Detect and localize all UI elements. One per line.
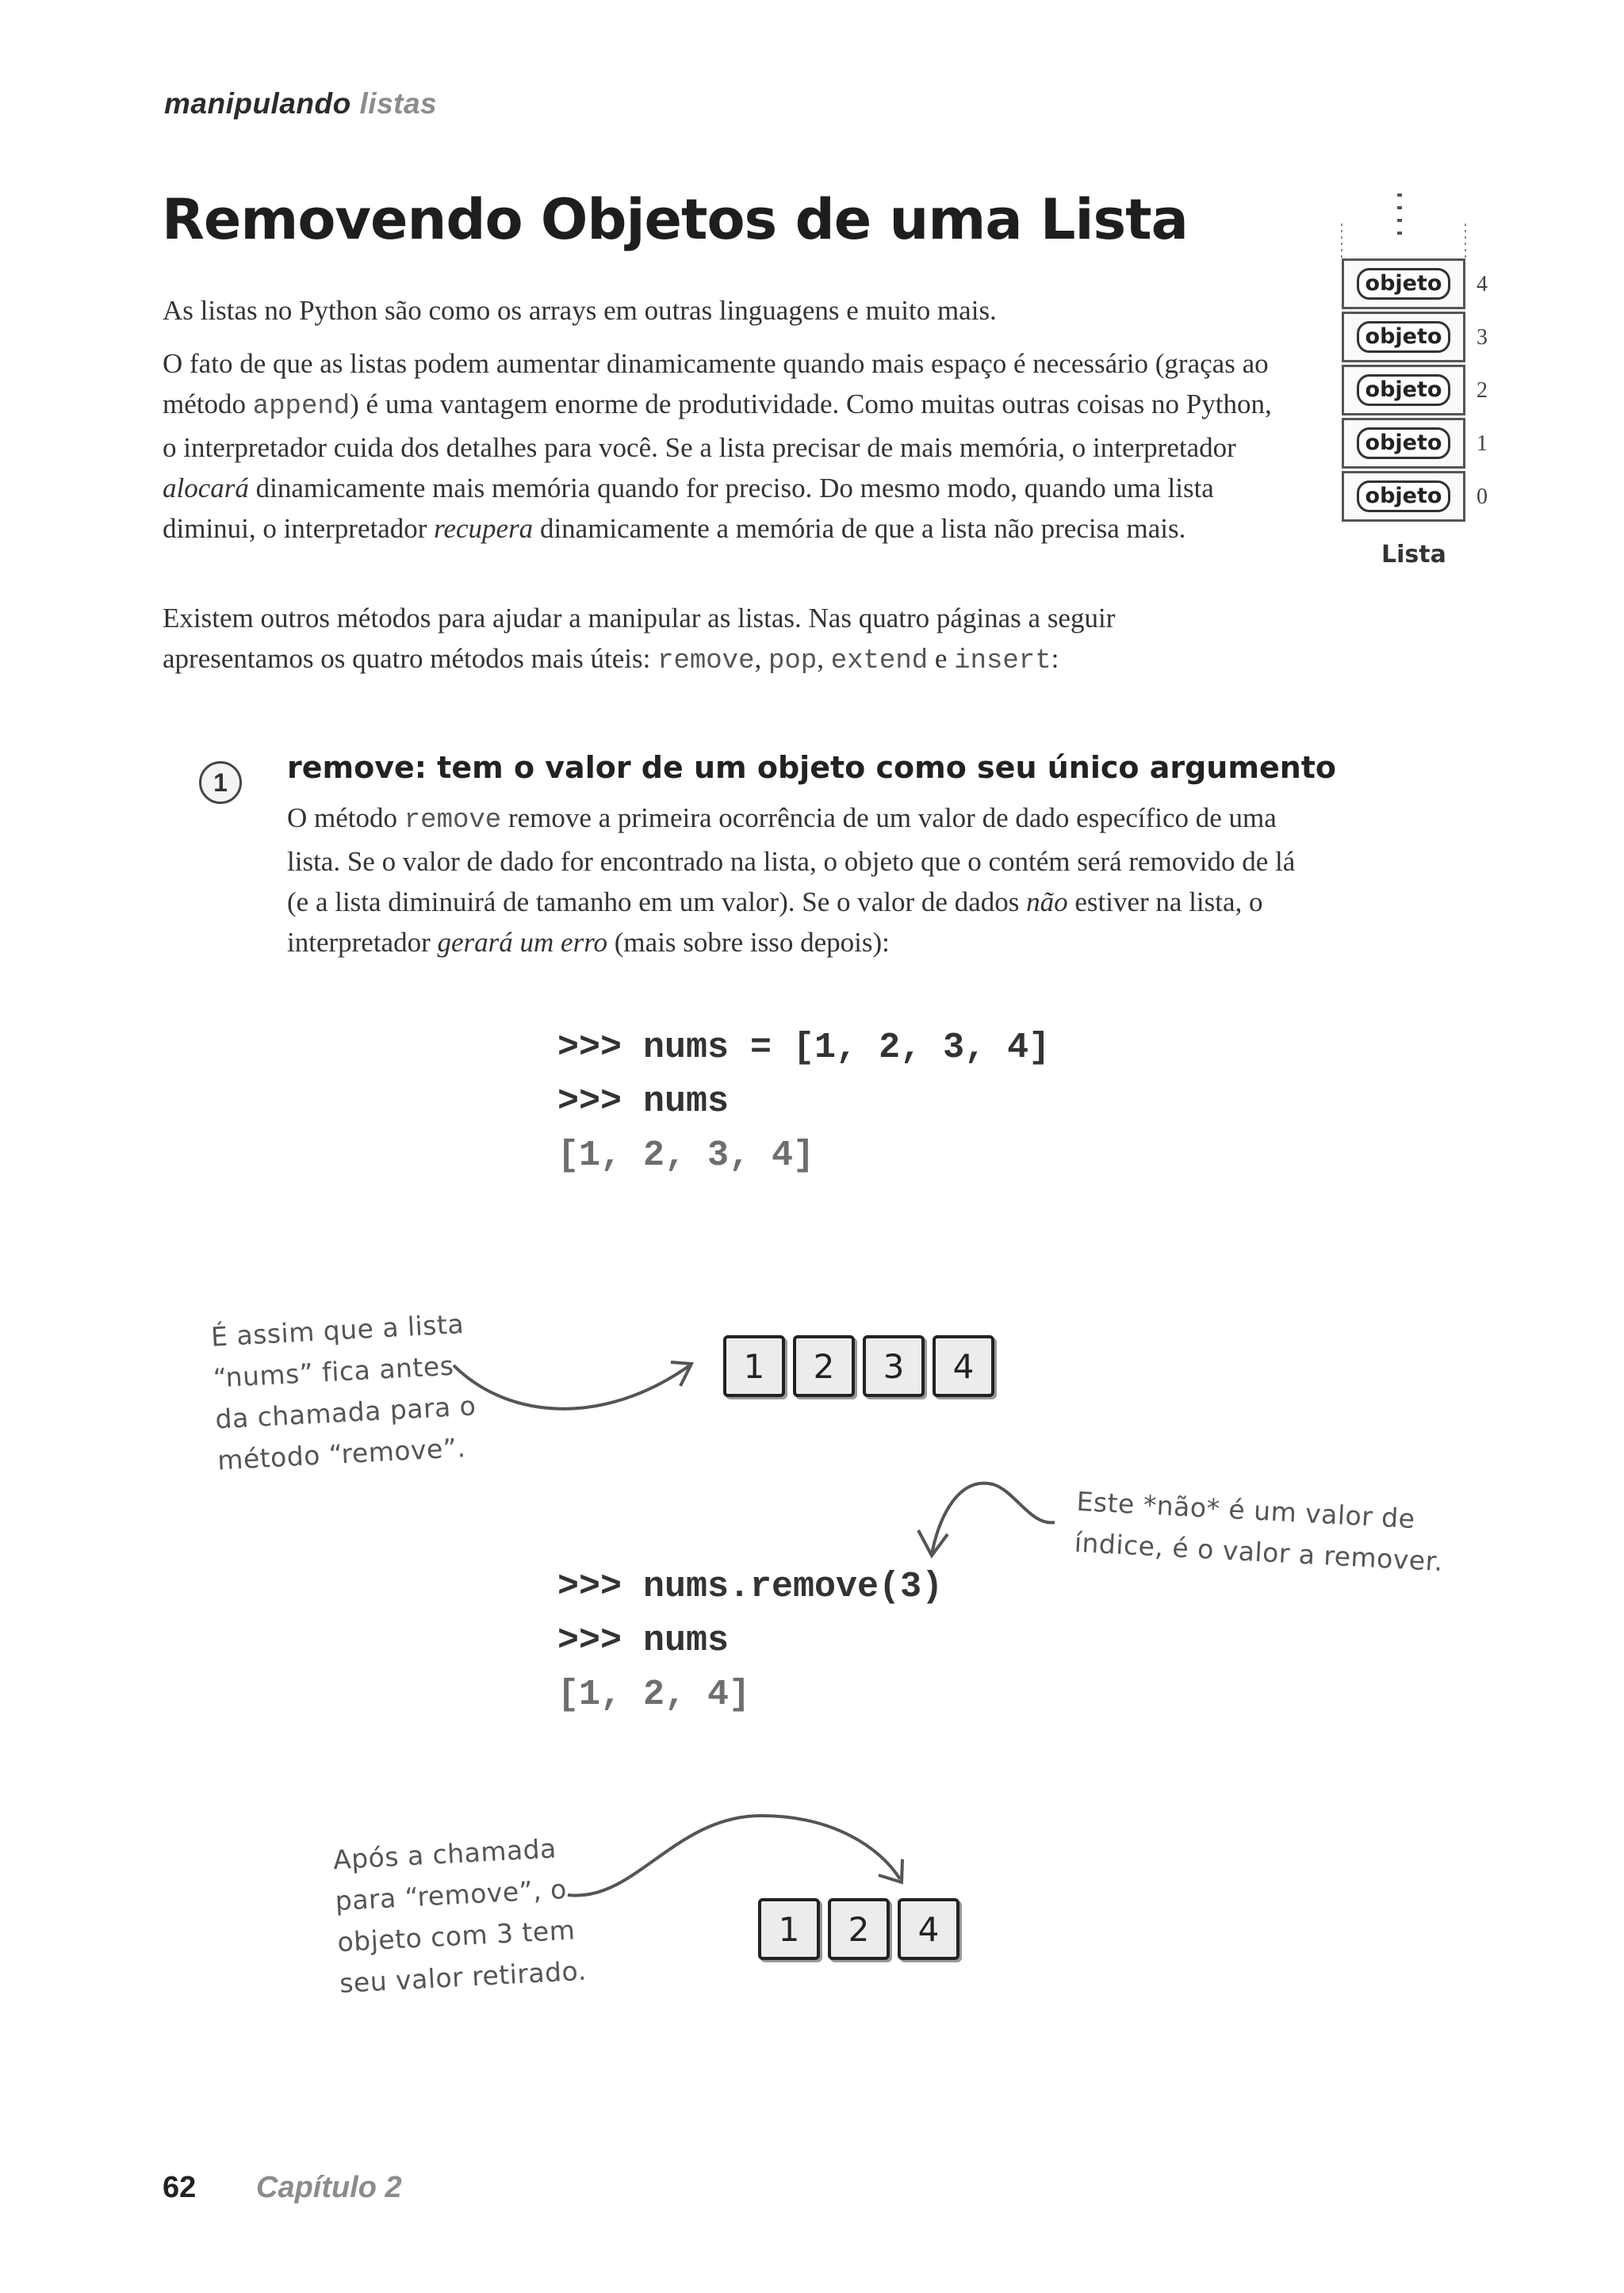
item-text-3: estiver na lista, o interpretador — [287, 886, 1263, 958]
stack-object: objeto — [1357, 374, 1450, 406]
arrow-2-icon — [932, 1483, 1055, 1554]
list-box: 1 — [758, 1898, 820, 1960]
arrow-3-icon — [568, 1816, 900, 1896]
item-text-2: remove a primeira ocorrência de um valor de dado específico de uma lista. Se o valor de dado for encontrado na lista, o objeto que o contém será removido de lá (e a lista diminuirá de tamanho em um valor). Se o valor de dados — [287, 802, 1296, 917]
list-box: 4 — [933, 1335, 994, 1397]
page-number: 62 — [163, 2171, 197, 2204]
item-code-remove: remove — [404, 806, 502, 836]
stack-cell — [1342, 365, 1465, 415]
note3-line: Após a chamada — [332, 1832, 557, 1876]
note2-line: índice, é o valor a remover. — [1073, 1526, 1444, 1578]
item-number-badge: 1 — [199, 761, 242, 804]
p2-italic-alocara: alocará — [163, 473, 249, 503]
note3-line: seu valor retirado. — [339, 1954, 588, 2000]
code1-line-2: >>> nums — [557, 1081, 730, 1122]
p3-sep-2: , — [817, 643, 831, 674]
note2-line: Este *não* é um valor de — [1075, 1485, 1416, 1535]
p3-end: : — [1051, 643, 1059, 674]
page-title: Removendo Objetos de uma Lista — [162, 187, 1188, 252]
stack-index: 0 — [1477, 484, 1488, 509]
item-text-4: (mais sobre isso depois): — [607, 927, 890, 958]
stack-index: 3 — [1477, 325, 1488, 350]
code2-line-1: >>> nums.remove(3) — [557, 1567, 944, 1607]
item-italic-nao: não — [1026, 886, 1068, 917]
header-section: manipulando — [164, 87, 351, 120]
list-box: 3 — [863, 1335, 925, 1397]
list-box: 2 — [793, 1335, 855, 1397]
p3-code-insert: insert — [954, 646, 1051, 676]
p3-sep-3: e — [928, 643, 955, 674]
chapter-label: Capítulo 2 — [256, 2171, 402, 2204]
item-italic-erro: gerará um erro — [437, 927, 608, 958]
stack-cell — [1342, 312, 1465, 362]
list-box: 4 — [898, 1898, 959, 1960]
p3-text: Existem outros métodos para ajudar a manipular as listas. Nas quatro páginas a seguir apresentamos os quatro métodos mais úteis: — [163, 603, 1116, 674]
code1-line-1: >>> nums = [1, 2, 3, 4] — [557, 1028, 1051, 1068]
stack-object: objeto — [1357, 480, 1450, 512]
stack-caption: Lista — [1381, 541, 1446, 568]
p3-sep-1: , — [754, 643, 768, 674]
header-topic: listas — [359, 87, 438, 120]
note1-line: da chamada para o — [214, 1390, 477, 1435]
note1-line: “nums” fica antes — [212, 1349, 455, 1394]
stack-object: objeto — [1357, 268, 1450, 300]
p2-text-b: ) é uma vantagem enorme de produtividade. Como muitas outras coisas no Python, o interpretador cuida dos detalhes para você. Se a lista precisar de mais memória, o interpretador — [163, 389, 1272, 463]
p2-italic-recupera: recupera — [434, 513, 534, 544]
item-title: remove: tem o valor de um objeto como seu único argumento — [287, 750, 1337, 785]
p2-code-append: append — [252, 392, 350, 422]
note1-line: É assim que a lista — [210, 1308, 465, 1353]
p3-code-remove: remove — [657, 646, 755, 676]
p2-text-d: dinamicamente a memória de que a lista não precisa mais. — [533, 513, 1186, 544]
note1-line: método “remove”. — [216, 1432, 467, 1476]
p3-code-extend: extend — [830, 646, 929, 676]
stack-index: 1 — [1477, 431, 1488, 456]
stack-cell — [1342, 471, 1465, 522]
arrow-1-icon — [454, 1365, 690, 1409]
paragraph-1: As listas no Python são como os arrays em outras linguagens e muito mais. — [163, 295, 997, 326]
stack-cell — [1342, 258, 1465, 309]
p3-code-pop: pop — [768, 646, 818, 676]
item-text-1: O método — [287, 802, 404, 833]
stack-object: objeto — [1357, 427, 1450, 459]
stack-cell — [1342, 418, 1465, 469]
list-box: 2 — [828, 1898, 890, 1960]
stack-object: objeto — [1357, 321, 1450, 353]
code2-output: [1, 2, 4] — [557, 1675, 751, 1715]
p2-text-c: dinamicamente mais memória quando for preciso. Do mesmo modo, quando uma lista diminui, o interpretador — [163, 473, 1214, 544]
code1-output: [1, 2, 3, 4] — [557, 1135, 815, 1176]
stack-index: 4 — [1477, 272, 1488, 297]
code2-line-2: >>> nums — [557, 1621, 730, 1661]
note3-line: objeto com 3 tem — [336, 1914, 576, 1958]
note3-line: para “remove”, o — [334, 1873, 568, 1917]
p2-text-a: O fato de que as listas podem aumentar dinamicamente quando mais espaço é necessário (graças ao método — [163, 348, 1269, 419]
list-box: 1 — [723, 1335, 785, 1397]
stack-index: 2 — [1477, 378, 1488, 403]
